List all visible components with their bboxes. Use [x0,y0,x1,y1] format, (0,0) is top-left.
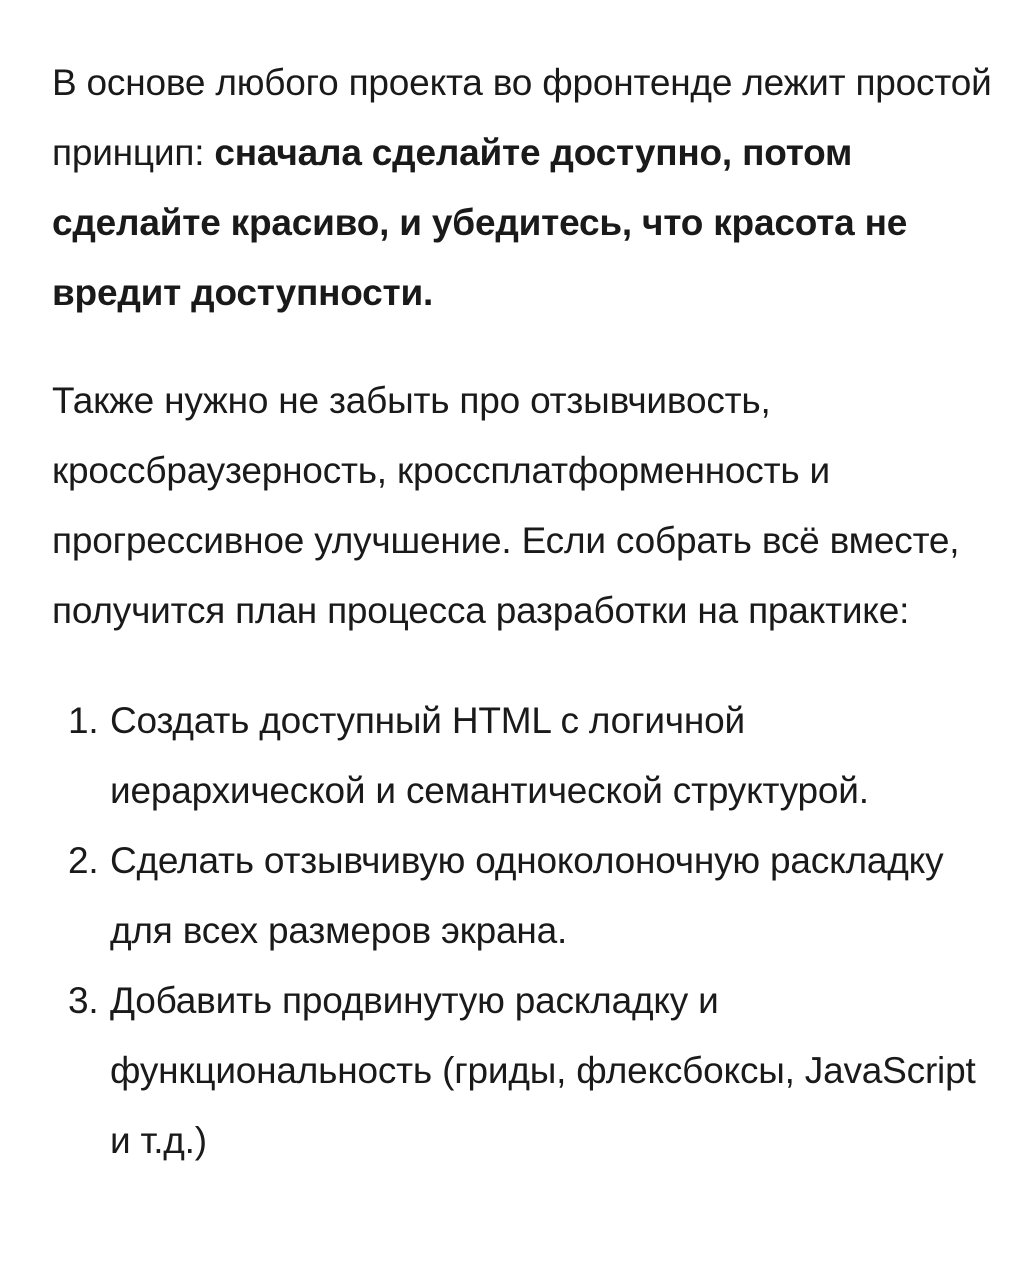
step-text: Создать доступный HTML с логичной иерархической и семантической структурой. [110,700,869,811]
principle-emphasis: сначала сделайте доступно, потом сделайте красиво, и убедитесь, что красота не вредит доступности. [52,132,908,313]
step-text: Сделать отзывчивую одноколоночную раскладку для всех размеров экрана. [110,840,944,951]
list-item [52,966,992,1176]
list-item [52,686,992,826]
step-text: Добавить продвинутую раскладку и функциональность (гриды, флексбоксы, JavaScript и т.д.) [110,980,976,1161]
process-paragraph: Также нужно не забыть про отзывчивость, кроссбраузерность, кроссплатформенность и прогрессивное улучшение. Если собрать всё вместе, получится план процесса разработки на практике: [52,380,960,631]
step-number: 2. [68,840,99,881]
process-steps-list [52,686,992,1176]
step-number: 1. [68,700,99,741]
intro-paragraph [52,48,992,328]
intro-text: В основе любого проекта во фронтенде лежит простой принцип: [52,62,992,173]
step-number: 3. [68,980,99,1021]
list-item [52,826,992,966]
